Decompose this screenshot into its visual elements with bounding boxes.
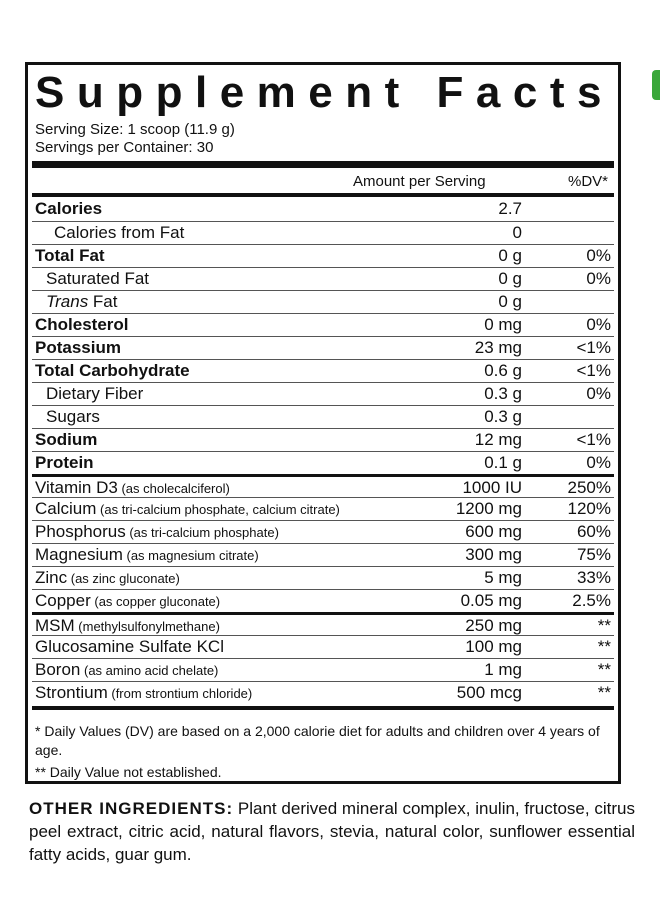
nutrient-row bbox=[32, 658, 614, 681]
nutrient-name bbox=[46, 291, 118, 313]
nutrient-dv: ** bbox=[597, 683, 611, 702]
nutrient-dv: 250% bbox=[567, 478, 611, 497]
nutrient-name bbox=[35, 245, 105, 267]
nutrient-name bbox=[35, 590, 220, 613]
nutrient-source-note: (methylsulfonylmethane) bbox=[74, 619, 220, 634]
nutrient-row bbox=[32, 359, 614, 382]
nutrient-name-text: Zinc bbox=[35, 568, 68, 587]
serving-size: Serving Size: 1 scoop (11.9 g) bbox=[35, 121, 235, 138]
nutrient-row bbox=[32, 543, 614, 566]
nutrient-amount: 0.3 g bbox=[484, 407, 522, 426]
nutrient-name-text: Sugars bbox=[46, 407, 100, 426]
nutrient-dv: 0% bbox=[586, 315, 611, 334]
supplement-facts-panel bbox=[25, 62, 621, 784]
nutrient-name bbox=[46, 383, 143, 405]
nutrient-dv: <1% bbox=[576, 338, 611, 357]
nutrient-name bbox=[35, 636, 224, 658]
thick-divider-header bbox=[32, 193, 614, 197]
nutrient-name-text: Magnesium bbox=[35, 545, 123, 564]
nutrient-name-text: Glucosamine Sulfate KCl bbox=[35, 637, 224, 656]
nutrient-dv: <1% bbox=[576, 361, 611, 380]
nutrient-amount: 250 mg bbox=[465, 616, 522, 635]
nutrient-name-text: Copper bbox=[35, 591, 91, 610]
nutrient-amount: 1 mg bbox=[484, 660, 522, 679]
not-established-footnote: ** Daily Value not established. bbox=[35, 764, 222, 780]
nutrient-row bbox=[32, 612, 614, 635]
nutrient-dv: 0% bbox=[586, 384, 611, 403]
nutrient-amount: 0 mg bbox=[484, 315, 522, 334]
nutrient-row bbox=[32, 313, 614, 336]
nutrient-name-text: Vitamin D3 bbox=[35, 478, 118, 497]
nutrient-row bbox=[32, 221, 614, 244]
nutrient-source-note: (as tri-calcium phosphate) bbox=[125, 525, 279, 540]
nutrient-dv: ** bbox=[597, 637, 611, 656]
nutrient-dv: ** bbox=[597, 660, 611, 679]
nutrient-dv: <1% bbox=[576, 430, 611, 449]
nutrient-amount: 100 mg bbox=[465, 637, 522, 656]
nutrient-dv: 0% bbox=[586, 246, 611, 265]
nutrient-dv: 120% bbox=[567, 499, 611, 518]
nutrient-amount: 0 g bbox=[498, 292, 522, 311]
dv-header: %DV* bbox=[567, 173, 608, 190]
nutrient-name bbox=[35, 544, 259, 567]
nutrient-row bbox=[32, 382, 614, 405]
nutrient-name-text: Total Carbohydrate bbox=[35, 361, 190, 380]
nutrient-name-text: MSM bbox=[35, 616, 75, 635]
nutrient-name-text: Dietary Fiber bbox=[46, 384, 144, 403]
nutrient-source-note: (as tri-calcium phosphate, calcium citrate) bbox=[96, 502, 340, 517]
nutrient-name-text: Saturated Fat bbox=[46, 269, 150, 288]
nutrient-dv: 2.5% bbox=[572, 591, 611, 610]
panel-title: Supplement Facts bbox=[35, 68, 614, 117]
nutrient-dv: 33% bbox=[576, 568, 611, 587]
nutrient-source-note: (as magnesium citrate) bbox=[122, 548, 259, 563]
nutrient-amount: 0.1 g bbox=[484, 453, 522, 472]
nutrient-name bbox=[35, 682, 252, 705]
dv-footnote: * Daily Values (DV) are based on a 2,000 calorie diet for adults and children over 4 years of age. bbox=[35, 723, 600, 758]
nutrient-name bbox=[35, 567, 180, 590]
nutrient-row bbox=[32, 681, 614, 704]
nutrient-name bbox=[35, 360, 190, 382]
nutrient-row bbox=[32, 290, 614, 313]
green-edge-mark bbox=[652, 70, 660, 100]
servings-per-container: Servings per Container: 30 bbox=[35, 139, 214, 156]
nutrient-name-text: Calories from Fat bbox=[54, 223, 185, 242]
nutrient-amount: 12 mg bbox=[474, 430, 522, 449]
nutrient-name-text: Boron bbox=[35, 660, 81, 679]
nutrient-row bbox=[32, 244, 614, 267]
nutrient-amount: 2.7 bbox=[498, 199, 522, 218]
nutrient-name-text: Trans bbox=[46, 292, 89, 311]
nutrient-source-note: (from strontium chloride) bbox=[107, 686, 253, 701]
nutrient-name bbox=[46, 268, 149, 290]
nutrient-source-note: (as cholecalciferol) bbox=[117, 481, 230, 496]
nutrient-name bbox=[54, 222, 184, 244]
nutrient-row bbox=[32, 589, 614, 612]
nutrient-source-note: (as amino acid chelate) bbox=[80, 663, 219, 678]
nutrient-row bbox=[32, 267, 614, 290]
nutrient-source-note: Fat bbox=[88, 292, 118, 311]
nutrient-dv: 75% bbox=[576, 545, 611, 564]
nutrient-name-text: Calories bbox=[35, 199, 103, 218]
nutrient-amount: 0 g bbox=[498, 269, 522, 288]
nutrient-dv: 0% bbox=[586, 453, 611, 472]
nutrient-name bbox=[35, 198, 102, 220]
nutrient-row bbox=[32, 198, 614, 221]
nutrient-name-text: Sodium bbox=[35, 430, 98, 449]
nutrient-amount: 300 mg bbox=[465, 545, 522, 564]
amount-per-serving-header: Amount per Serving bbox=[353, 173, 486, 190]
column-header-row bbox=[28, 171, 618, 193]
other-ingredients bbox=[29, 797, 635, 866]
nutrient-row bbox=[32, 428, 614, 451]
nutrient-row bbox=[32, 405, 614, 428]
thick-divider-top bbox=[32, 161, 614, 168]
nutrient-name bbox=[35, 429, 97, 451]
nutrient-amount: 23 mg bbox=[474, 338, 522, 357]
nutrient-source-note: (as zinc gluconate) bbox=[67, 571, 180, 586]
nutrient-name bbox=[35, 521, 279, 544]
nutrient-name-text: Calcium bbox=[35, 499, 97, 518]
nutrient-amount: 0 bbox=[512, 223, 522, 242]
nutrient-name bbox=[35, 337, 121, 359]
nutrient-name bbox=[46, 406, 100, 428]
nutrient-name bbox=[35, 659, 218, 682]
nutrient-row bbox=[32, 474, 614, 497]
other-ingredients-label: OTHER INGREDIENTS: bbox=[29, 799, 234, 818]
nutrient-amount: 1000 IU bbox=[462, 478, 522, 497]
nutrient-name-text: Cholesterol bbox=[35, 315, 129, 334]
nutrient-amount: 0.05 mg bbox=[460, 591, 522, 610]
nutrient-row bbox=[32, 566, 614, 589]
nutrient-name bbox=[35, 498, 340, 521]
nutrient-row bbox=[32, 635, 614, 658]
nutrient-name-text: Protein bbox=[35, 453, 94, 472]
nutrient-amount: 500 mcg bbox=[456, 683, 522, 702]
nutrient-table bbox=[32, 198, 614, 704]
nutrient-row bbox=[32, 497, 614, 520]
nutrient-row bbox=[32, 451, 614, 474]
nutrient-name-text: Potassium bbox=[35, 338, 121, 357]
thick-divider-bottom bbox=[32, 706, 614, 710]
nutrient-row bbox=[32, 336, 614, 359]
nutrient-dv: ** bbox=[597, 616, 611, 635]
nutrient-amount: 5 mg bbox=[484, 568, 522, 587]
nutrient-name-text: Total Fat bbox=[35, 246, 105, 265]
nutrient-row bbox=[32, 520, 614, 543]
nutrient-name bbox=[35, 314, 129, 336]
nutrient-name-text: Phosphorus bbox=[35, 522, 126, 541]
nutrient-amount: 0.6 g bbox=[484, 361, 522, 380]
nutrient-dv: 60% bbox=[576, 522, 611, 541]
nutrient-amount: 1200 mg bbox=[455, 499, 522, 518]
nutrient-name bbox=[35, 452, 94, 474]
nutrient-name-text: Strontium bbox=[35, 683, 108, 702]
nutrient-source-note: (as copper gluconate) bbox=[90, 594, 221, 609]
other-ingredients-text: Plant derived mineral complex, inulin, fructose, citrus peel extract, citric acid, natural flavors, stevia, natural color, sunflower essential fatty acids, guar gum. bbox=[29, 799, 635, 864]
nutrient-amount: 0 g bbox=[498, 246, 522, 265]
nutrient-dv: 0% bbox=[586, 269, 611, 288]
nutrient-amount: 0.3 g bbox=[484, 384, 522, 403]
nutrient-amount: 600 mg bbox=[465, 522, 522, 541]
